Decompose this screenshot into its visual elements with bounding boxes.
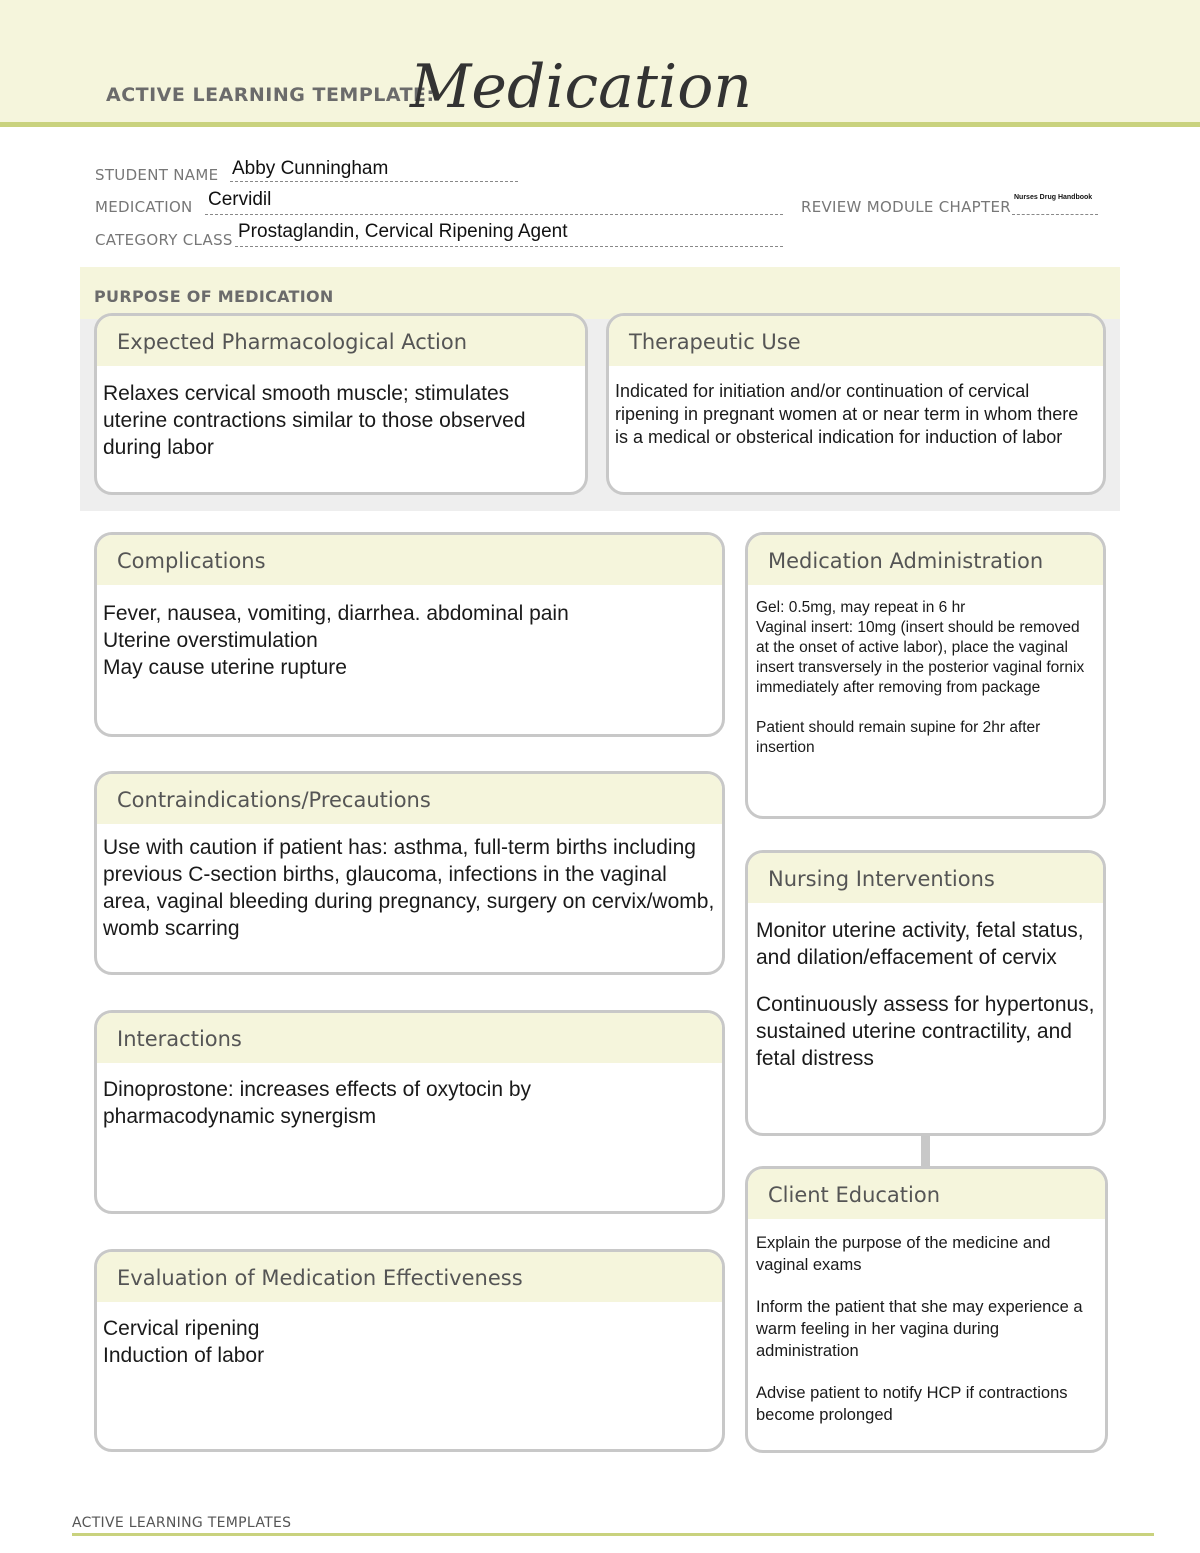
administration-line: Patient should remain supine for 2hr after insertion [756,719,1041,756]
nursing-card [745,850,1106,1136]
header-label: ACTIVE LEARNING TEMPLATE: [106,84,435,106]
education-paragraph: Explain the purpose of the medicine and vaginal exams [756,1234,1051,1274]
evaluation-card [94,1249,725,1452]
administration-title: Medication Administration [768,549,1044,573]
review-module-label: REVIEW MODULE CHAPTER [801,198,1011,216]
evaluation-title: Evaluation of Medication Effectiveness [117,1266,523,1290]
administration-card [745,532,1106,819]
contraindications-title: Contraindications/Precautions [117,788,431,812]
therapeutic-use-title: Therapeutic Use [629,330,801,354]
student-name-line [230,181,518,182]
interactions-title: Interactions [117,1027,242,1051]
category-class-field[interactable]: Prostaglandin, Cervical Ripening Agent [238,221,568,242]
complications-card [94,532,725,737]
complications-line: Fever, nausea, vomiting, diarrhea. abdominal pain [103,602,569,625]
footer-rule [72,1533,1154,1536]
education-paragraph: Advise patient to notify HCP if contractions become prolonged [756,1384,1068,1424]
education-card [745,1166,1108,1453]
nursing-text[interactable] [756,917,1095,1072]
medication-line [205,214,783,215]
page-title: Medication [410,52,752,122]
expected-action-card [94,313,588,495]
complications-line: May cause uterine rupture [103,656,347,679]
therapeutic-use-card [606,313,1106,495]
nursing-paragraph: Monitor uterine activity, fetal status, and dilation/effacement of cervix [756,919,1084,969]
interactions-text[interactable]: Dinoprostone: increases effects of oxytocin by pharmacodynamic synergism [103,1078,532,1128]
connector-bar [921,1134,930,1166]
evaluation-line: Cervical ripening [103,1317,260,1340]
nursing-paragraph: Continuously assess for hypertonus, sustained uterine contractility, and fetal distress [756,993,1095,1070]
complications-text[interactable] [103,600,714,681]
education-text[interactable] [756,1232,1097,1426]
therapeutic-use-text[interactable]: Indicated for initiation and/or continuation of cervical ripening in pregnant women at or near term in whom there is a medical or obsterical indication for induction of labor [615,381,1079,447]
evaluation-text[interactable] [103,1315,714,1369]
medication-field[interactable]: Cervidil [208,189,272,210]
administration-line: Vaginal insert: 10mg (insert should be removed at the onset of active labor), place the vaginal insert transversely in the posterior vaginal fornix immediately after removing from package [756,619,1085,696]
education-title: Client Education [768,1183,941,1207]
complications-line: Uterine overstimulation [103,629,318,652]
purpose-title: PURPOSE OF MEDICATION [94,287,334,306]
student-name-label: STUDENT NAME [95,166,219,184]
student-name-field[interactable]: Abby Cunningham [232,158,389,179]
category-class-label: CATEGORY CLASS [95,231,233,249]
medication-label: MEDICATION [95,198,193,216]
nursing-title: Nursing Interventions [768,867,995,891]
footer-label: ACTIVE LEARNING TEMPLATES [72,1515,292,1531]
interactions-card [94,1010,725,1214]
administration-line: Gel: 0.5mg, may repeat in 6 hr [756,599,966,616]
complications-title: Complications [117,549,266,573]
administration-text[interactable] [756,598,1095,758]
category-class-line [235,246,783,247]
header-rule [0,122,1200,127]
expected-action-text[interactable]: Relaxes cervical smooth muscle; stimulates uterine contractions similar to those observed during labor [103,382,526,459]
education-paragraph: Inform the patient that she may experience a warm feeling in her vagina during administration [756,1298,1083,1360]
evaluation-line: Induction of labor [103,1344,265,1367]
review-module-line [1012,214,1098,215]
expected-action-title: Expected Pharmacological Action [117,330,468,354]
review-module-field[interactable]: Nurses Drug Handbook [1014,194,1093,201]
contraindications-card [94,771,725,975]
contraindications-text[interactable]: Use with caution if patient has: asthma, full-term births including previous C-section births, glaucoma, infections in the vaginal area, vaginal bleeding during pregnancy, surgery on cervix/womb, womb scarring [103,836,715,940]
